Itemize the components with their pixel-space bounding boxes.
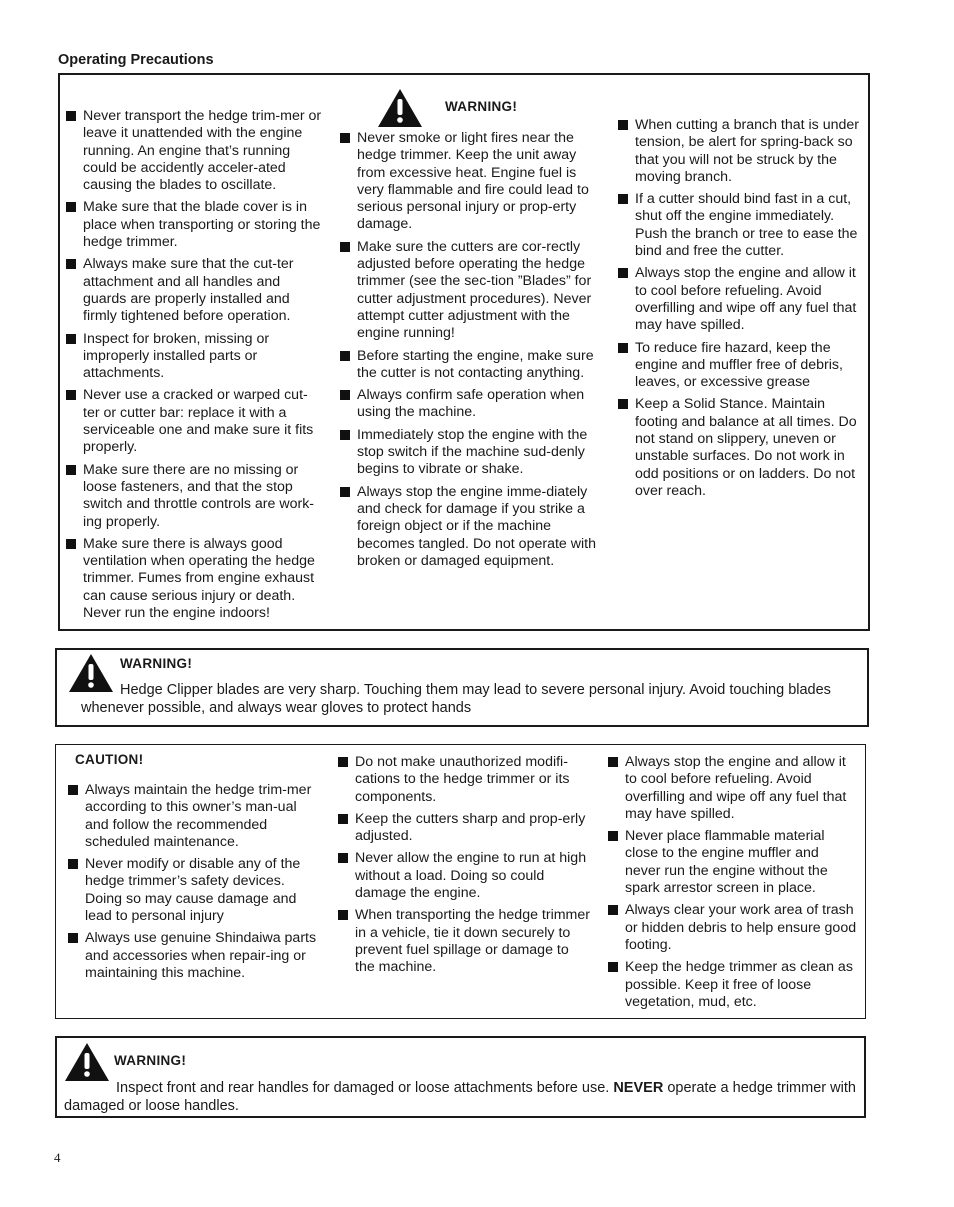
precautions-column-3 — [618, 117, 864, 505]
list-item-text: Always make sure that the cut-ter attachment and all handles and guards are properly installed and firmly tightened before operation. — [83, 256, 294, 325]
square-bullet-icon — [340, 133, 350, 143]
list-item — [608, 754, 858, 823]
square-bullet-icon — [68, 933, 78, 943]
list-item-text: Never smoke or light fires near the hedge trimmer. Keep the unit away from excessive heat. Engine fuel is very flammable and fire could lead to serious personal injury or prop-erty damage. — [357, 130, 589, 233]
list-item — [618, 191, 864, 260]
list-item-text: Keep the hedge trimmer as clean as possible. Keep it free of loose vegetation, mud, etc. — [625, 959, 853, 1010]
list-item-text: Make sure there are no missing or loose fasteners, and that the stop switch and throttle controls are work-ing properly. — [83, 461, 315, 530]
square-bullet-icon — [68, 859, 78, 869]
list-item-text: Never transport the hedge trim-mer or leave it unattended with the engine running. An engine that’s running could be accidently acceler-ated causing the blades to oscillate. — [83, 108, 322, 194]
list-item-text: Always stop the engine imme-diately and check for damage if you strike a foreign object or if the machine becomes tangled. Do not operate with broken or damaged equipment. — [357, 483, 596, 569]
list-item-text: Keep the cutters sharp and prop-erly adjusted. — [355, 810, 586, 845]
list-item-text: Make sure the cutters are cor-rectly adjusted before operating the hedge trimmer (see the sec-tion ”Blades” for cutter adjustment procedures). Never attempt cutter adjustment with the engine running! — [357, 238, 592, 342]
list-item-text: When cutting a branch that is under tension, be alert for spring-back so that you will not be struck by the moving branch. — [635, 117, 859, 185]
square-bullet-icon — [618, 343, 628, 353]
square-bullet-icon — [338, 910, 348, 920]
list-item — [68, 930, 320, 982]
list-item-text: Always clear your work area of trash or hidden debris to help ensure good footing. — [625, 902, 857, 953]
list-item — [340, 239, 596, 343]
precautions-column-1 — [66, 108, 324, 627]
list-item-text: When transporting the hedge trimmer in a vehicle, tie it down securely to prevent fuel spillage or damage to the machine. — [355, 907, 590, 976]
square-bullet-icon — [66, 539, 76, 549]
blade-warning-text: Hedge Clipper blades are very sharp. Touching them may lead to severe personal injury. Avoid touching blades whenever possible, and always wear gloves to protect hands — [81, 682, 831, 716]
list-item-text: Never allow the engine to run at high without a load. Doing so could damage the engine. — [355, 850, 587, 902]
precautions-column-2 — [340, 130, 596, 575]
square-bullet-icon — [608, 905, 618, 915]
square-bullet-icon — [608, 962, 618, 972]
list-item-text: Keep a Solid Stance. Maintain footing and balance at all times. Do not stand on slippery, uneven or unstable surfaces. Do not work in odd positions or on ladders. Do not over reach. — [635, 396, 857, 499]
caution-column-1 — [68, 782, 320, 987]
page-number: 4 — [54, 1150, 61, 1165]
square-bullet-icon — [66, 465, 76, 475]
square-bullet-icon — [618, 120, 628, 130]
square-bullet-icon — [66, 111, 76, 121]
caution-column-3 — [608, 754, 858, 1016]
list-item — [66, 462, 324, 531]
list-item — [338, 754, 590, 806]
list-item-text: Never place flammable material close to the engine muffler and never run the engine without the spark arrestor screen in place. — [625, 828, 828, 897]
square-bullet-icon — [608, 831, 618, 841]
square-bullet-icon — [340, 430, 350, 440]
square-bullet-icon — [68, 785, 78, 795]
square-bullet-icon — [618, 399, 628, 409]
square-bullet-icon — [66, 202, 76, 212]
list-item-text: Always use genuine Shindaiwa parts and accessories when repair-ing or maintaining this machine. — [85, 930, 317, 981]
handle-warning-text: Inspect front and rear handles for damaged or loose attachments before use. NEVER operate a hedge trimmer with damaged or loose handles. — [64, 1080, 856, 1114]
list-item — [66, 256, 324, 325]
list-item — [338, 811, 590, 846]
list-item-text: Make sure there is always good ventilation when operating the hedge trimmer. Fumes from engine exhaust can cause serious injury or death. Never run the engine indoors! — [83, 535, 315, 622]
square-bullet-icon — [338, 814, 348, 824]
square-bullet-icon — [618, 194, 628, 204]
warning-triangle-icon — [64, 1042, 110, 1082]
list-item — [338, 850, 590, 902]
list-item-text: Make sure that the blade cover is in place when transporting or storing the hedge trimmer. — [83, 199, 321, 251]
square-bullet-icon — [338, 853, 348, 863]
list-item — [618, 117, 864, 186]
square-bullet-icon — [618, 268, 628, 278]
list-item-text: Before starting the engine, make sure the cutter is not contacting anything. — [357, 347, 594, 381]
list-item-text: Always stop the engine and allow it to cool before refueling. Avoid overfilling and wipe off any fuel that may have spilled. — [635, 265, 857, 334]
list-item — [340, 348, 596, 383]
section-title: Operating Precautions — [58, 52, 214, 68]
warning-label-2: WARNING! — [120, 656, 193, 671]
list-item-text: Always confirm safe operation when using the machine. — [357, 387, 585, 421]
list-item — [68, 856, 320, 925]
square-bullet-icon — [608, 757, 618, 767]
list-item — [608, 902, 858, 954]
list-item — [608, 828, 858, 897]
list-item — [340, 427, 596, 479]
list-item-text: If a cutter should bind fast in a cut, shut off the engine immediately. Push the branch or tree to ease the bind and free the cutter. — [635, 191, 858, 260]
list-item-text: Immediately stop the engine with the stop switch if the machine sud-denly begins to vibrate or shake. — [357, 426, 588, 478]
warning-triangle-icon — [377, 88, 423, 128]
square-bullet-icon — [66, 390, 76, 400]
list-item-text: Never modify or disable any of the hedge trimmer’s safety devices. Doing so may cause damage and lead to personal injury — [85, 856, 301, 925]
list-item — [340, 484, 596, 570]
caution-label: CAUTION! — [75, 752, 144, 767]
list-item-text: Always maintain the hedge trim-mer according to this owner’s man-ual and follow the recommended scheduled maintenance. — [85, 782, 312, 850]
warning-label-1: WARNING! — [445, 99, 518, 114]
list-item — [68, 782, 320, 851]
list-item-text: To reduce fire hazard, keep the engine and muffler free of debris, leaves, or excessive grease — [635, 339, 843, 391]
square-bullet-icon — [340, 390, 350, 400]
square-bullet-icon — [66, 334, 76, 344]
square-bullet-icon — [340, 351, 350, 361]
square-bullet-icon — [340, 487, 350, 497]
list-item — [618, 340, 864, 392]
list-item — [338, 907, 590, 976]
list-item — [66, 387, 324, 456]
caution-column-2 — [338, 754, 590, 982]
list-item — [66, 331, 324, 383]
square-bullet-icon — [338, 757, 348, 767]
list-item — [66, 536, 324, 622]
list-item — [608, 959, 858, 1011]
warning-label-3: WARNING! — [114, 1053, 187, 1068]
list-item — [340, 130, 596, 234]
list-item — [618, 265, 864, 334]
list-item — [340, 387, 596, 422]
list-item-text: Always stop the engine and allow it to cool before refueling. Avoid overfilling and wipe off any fuel that may have spilled. — [625, 754, 847, 822]
square-bullet-icon — [340, 242, 350, 252]
list-item — [66, 199, 324, 251]
list-item-text: Do not make unauthorized modifi-cations to the hedge trimmer or its components. — [355, 754, 570, 805]
square-bullet-icon — [66, 259, 76, 269]
list-item-text: Inspect for broken, missing or improperly installed parts or attachments. — [83, 330, 270, 382]
list-item-text: Never use a cracked or warped cut-ter or cutter bar: replace it with a serviceable one and make sure it fits properly. — [83, 387, 314, 456]
list-item — [66, 108, 324, 194]
list-item — [618, 396, 864, 500]
